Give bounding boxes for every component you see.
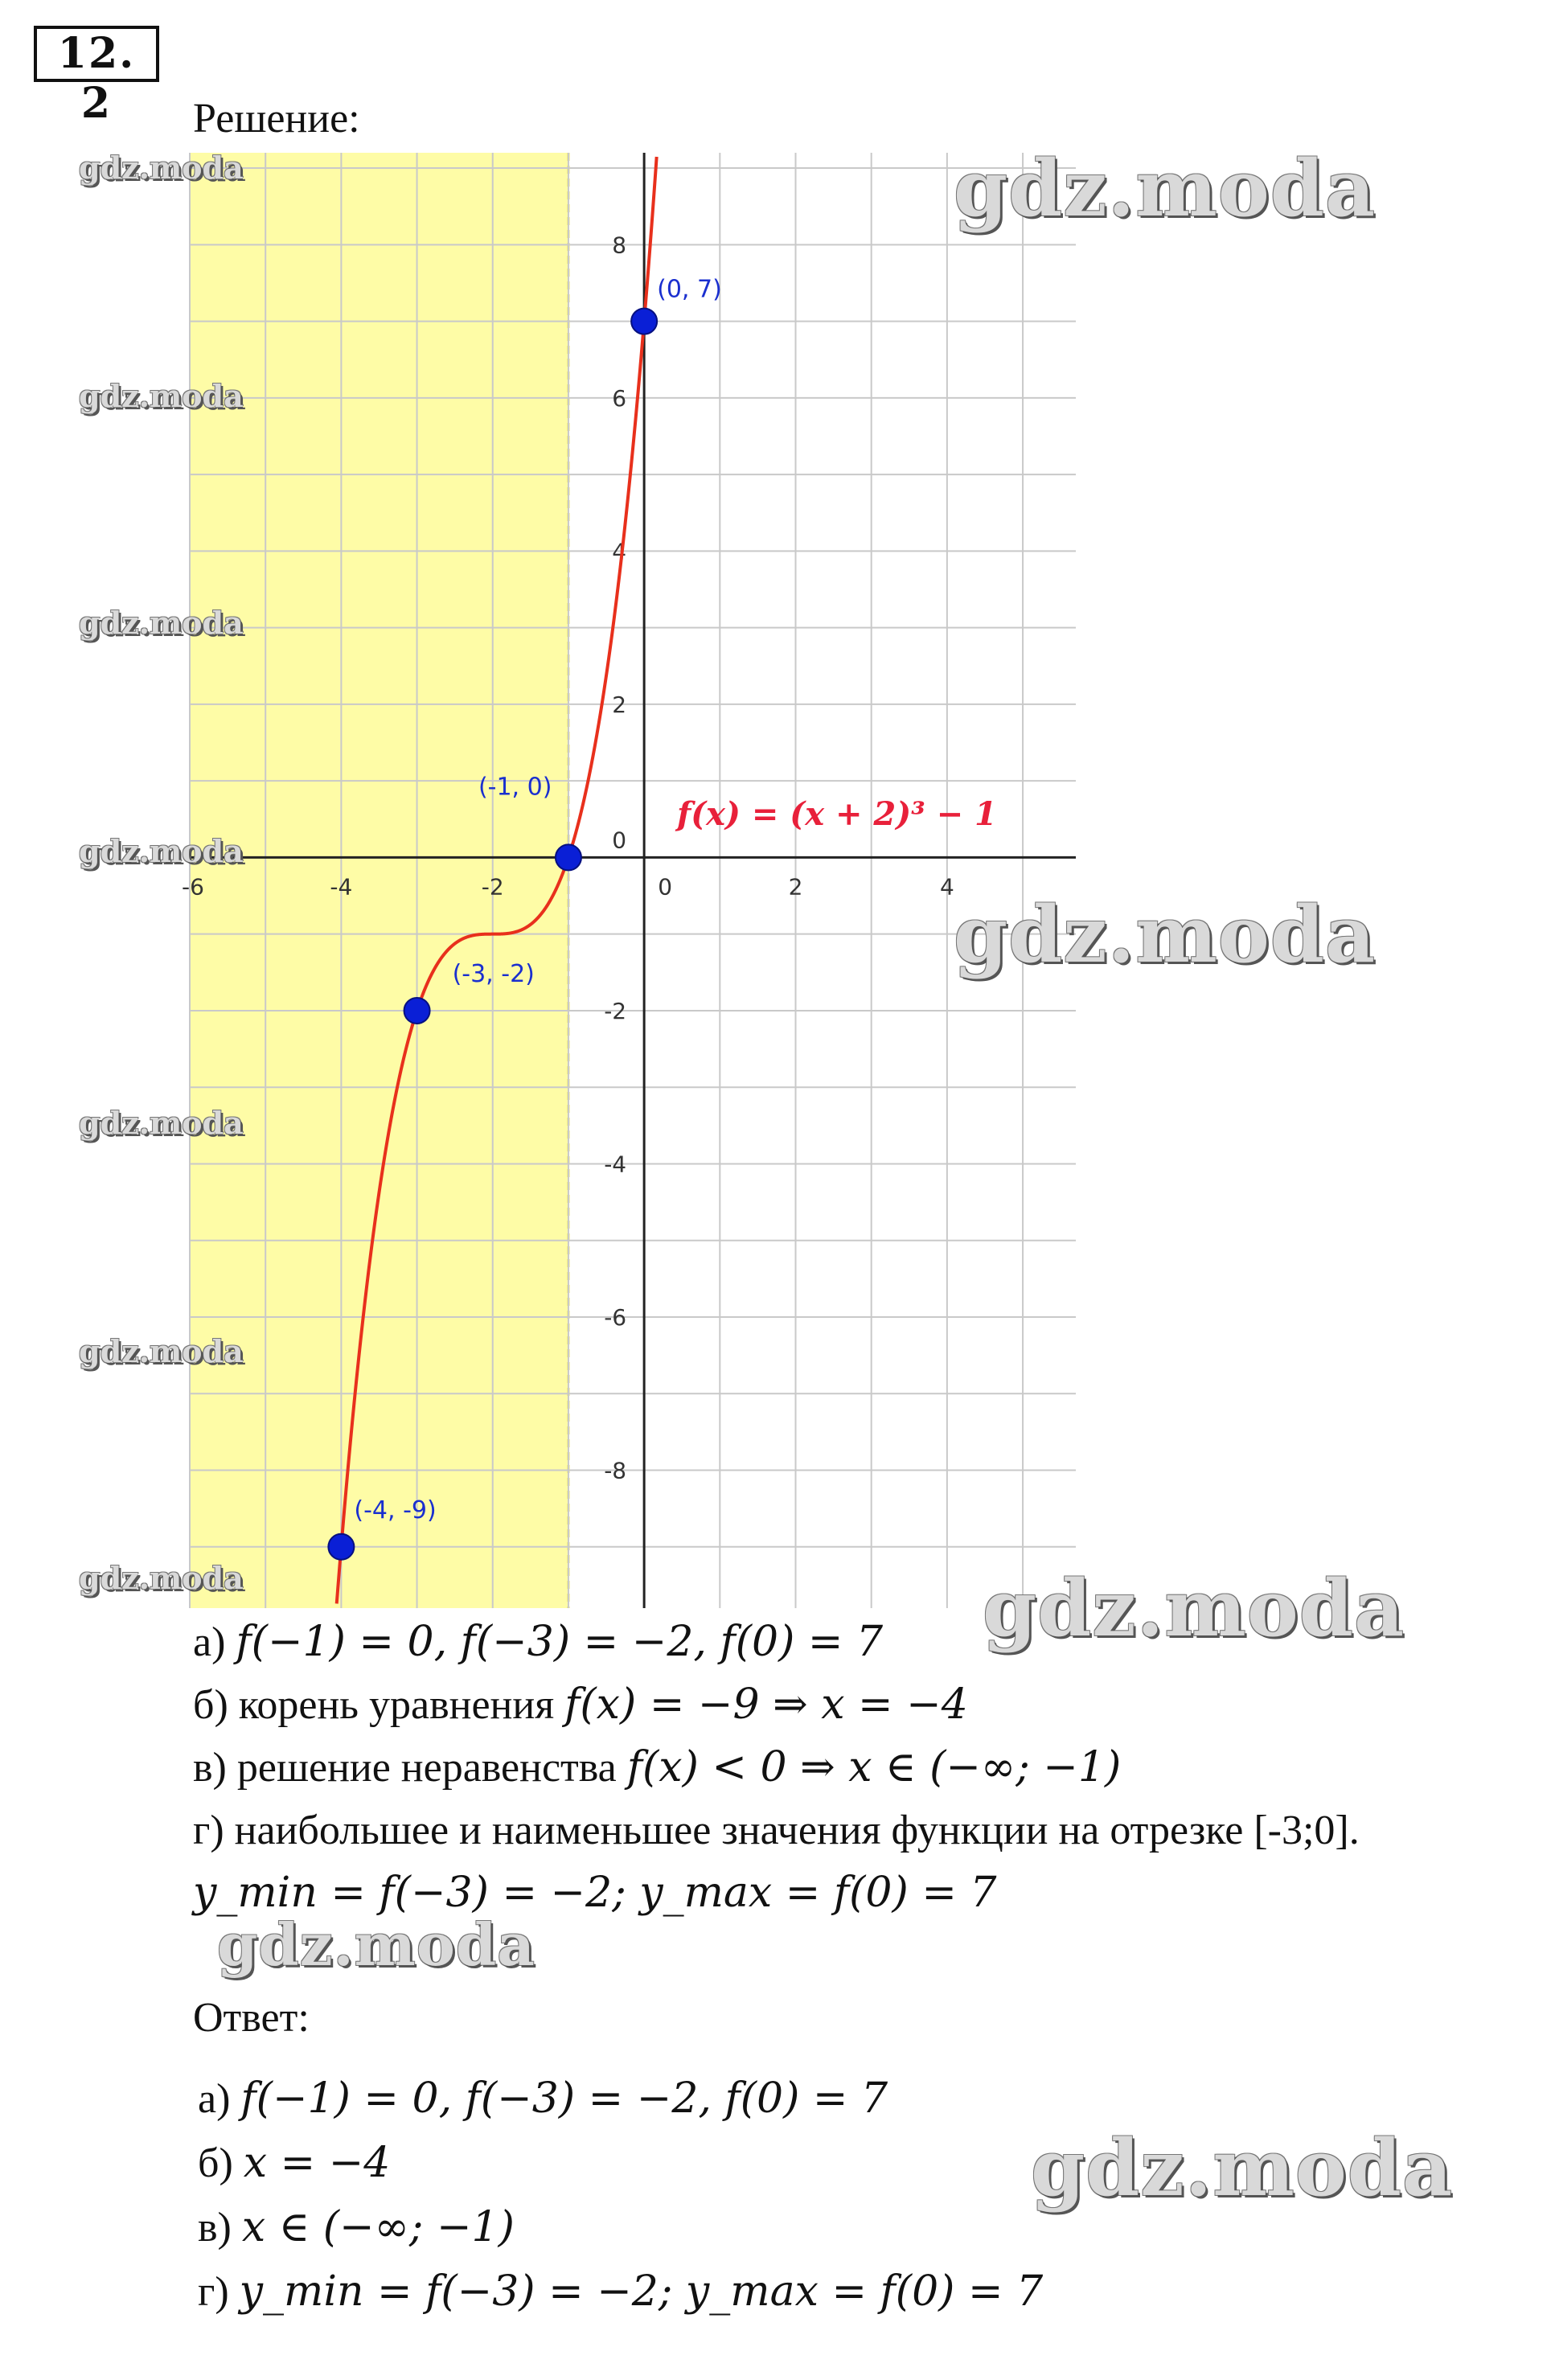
watermark: gdz.moda bbox=[954, 143, 1377, 234]
watermark: gdz.moda bbox=[79, 605, 244, 641]
watermark: gdz.moda bbox=[79, 833, 244, 869]
data-point bbox=[404, 998, 430, 1024]
solution-line-c: в) решение неравенства f(x) < 0 ⇒ x ∈ (−∞; −1) bbox=[193, 1743, 1122, 1791]
watermark: gdz.moda bbox=[79, 150, 244, 186]
point-label: (-4, -9) bbox=[354, 1496, 437, 1524]
y-tick-label: -2 bbox=[604, 997, 627, 1024]
x-tick-label: -6 bbox=[182, 873, 204, 901]
watermark: gdz.moda bbox=[79, 1333, 244, 1369]
watermark: gdz.moda bbox=[79, 378, 244, 414]
solution-line-d: г) наибольшее и наименьшее значения функции на отрезке [-3;0]. bbox=[193, 1808, 1360, 1853]
watermark: gdz.moda bbox=[79, 1560, 244, 1596]
data-point bbox=[328, 1534, 354, 1560]
answer-heading: Ответ: bbox=[193, 1995, 310, 2041]
answer-line-b: б) x = −4 bbox=[198, 2139, 391, 2187]
y-tick-label: 2 bbox=[612, 691, 627, 718]
x-tick-label: -4 bbox=[330, 873, 353, 901]
y-tick-label: 0 bbox=[612, 827, 627, 854]
problem-number: 12. 2 bbox=[34, 26, 159, 82]
data-point bbox=[556, 844, 581, 870]
watermark: gdz.moda bbox=[79, 1105, 244, 1141]
y-tick-label: -6 bbox=[604, 1304, 627, 1331]
watermark: gdz.moda bbox=[954, 889, 1377, 980]
solution-line-e: y_min = f(−3) = −2; y_max = f(0) = 7 bbox=[193, 1869, 997, 1917]
solution-line-b: б) корень уравнения f(x) = −9 ⇒ x = −4 bbox=[193, 1680, 968, 1729]
watermark: gdz.moda bbox=[217, 1910, 535, 1979]
watermark: gdz.moda bbox=[983, 1563, 1405, 1654]
y-tick-label: 8 bbox=[612, 232, 627, 259]
point-label: (-1, 0) bbox=[478, 773, 552, 802]
data-point bbox=[631, 309, 657, 334]
x-tick-label: 4 bbox=[939, 873, 954, 901]
x-tick-label: 0 bbox=[658, 873, 673, 901]
watermark: gdz.moda bbox=[1031, 2123, 1454, 2214]
solution-line-a: а) f(−1) = 0, f(−3) = −2, f(0) = 7 bbox=[193, 1618, 884, 1666]
x-tick-label: 2 bbox=[788, 873, 803, 901]
point-label: (-3, -2) bbox=[452, 959, 535, 988]
y-tick-label: -4 bbox=[604, 1151, 627, 1178]
shaded-region bbox=[190, 153, 568, 1608]
solution-heading: Решение: bbox=[193, 96, 360, 142]
point-label: (0, 7) bbox=[657, 275, 722, 304]
answer-line-d: г) y_min = f(−3) = −2; y_max = f(0) = 7 bbox=[198, 2267, 1044, 2316]
formula-label: f(x) = (x + 2)³ − 1 bbox=[677, 795, 997, 833]
y-tick-label: 4 bbox=[612, 538, 627, 565]
y-tick-label: -8 bbox=[604, 1457, 627, 1484]
y-tick-label: 6 bbox=[612, 384, 627, 412]
x-tick-label: -2 bbox=[481, 873, 504, 901]
answer-line-c: в) x ∈ (−∞; −1) bbox=[198, 2203, 515, 2251]
answer-line-a: а) f(−1) = 0, f(−3) = −2, f(0) = 7 bbox=[198, 2074, 888, 2123]
